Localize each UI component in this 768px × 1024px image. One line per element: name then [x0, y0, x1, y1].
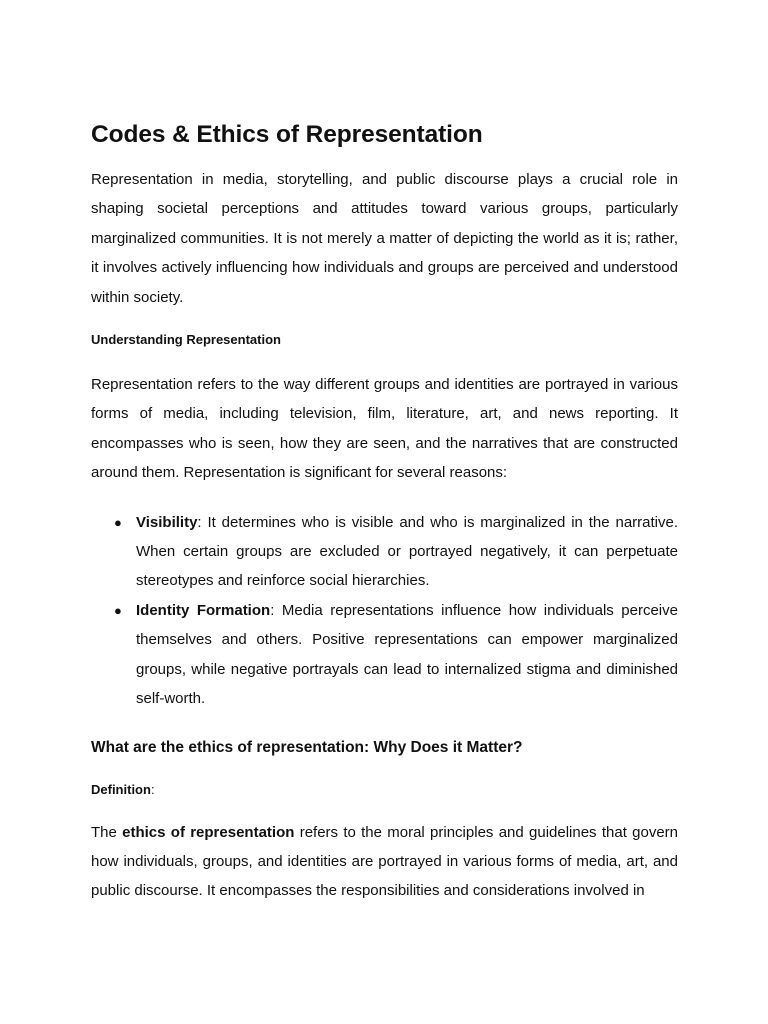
definition-label: Definition — [91, 781, 151, 797]
section-heading-understanding: Understanding Representation — [91, 332, 281, 348]
intro-paragraph: Representation in media, storytelling, and public discourse plays a crucial role in shaping societal perceptions and attitudes toward various groups, particularly marginalized communities. It is not merely a matter of depicting the world as it is; rather, it involves actively influencing how individuals and groups are perceived and understood within society. — [91, 171, 678, 306]
representation-paragraph: Representation refers to the way different groups and identities are portrayed in various forms of media, including television, film, literature, art, and news reporting. It encompasses who is seen, how they are seen, and the narratives that are constructed around them. Representation is significant for several reasons: — [91, 376, 678, 482]
page-title: Codes & Ethics of Representation — [91, 121, 483, 148]
list-item-visibility — [91, 508, 678, 596]
ethics-definition-paragraph — [91, 818, 678, 906]
reasons-list — [91, 508, 678, 714]
list-item-term: Identity Formation — [136, 601, 271, 619]
bullet-icon: ● — [114, 514, 122, 530]
section-heading-ethics: What are the ethics of representation: Why Does it Matter? — [91, 738, 523, 756]
list-item-text: : It determines who is visible and who is marginalized in the narrative. When certain groups are excluded or portrayed negatively, it can perpetuate stereotypes and reinforce social hierarchies. — [136, 513, 678, 590]
ethics-paragraph-start: The — [91, 823, 123, 841]
ethics-paragraph-rest: refers to the moral principles and guidelines that govern how individuals, groups, and identities are portrayed in various forms of media, art, and public discourse. It encompasses the responsibilities and considerations involved in — [91, 823, 679, 900]
list-item-text: : Media representations influence how individuals perceive themselves and others. Positive representations can empower marginalized groups, while negative portrayals can lead to internalized stigma and diminished self-worth. — [136, 601, 678, 708]
list-item-term: Visibility — [136, 513, 198, 531]
ethics-term: ethics of representation — [122, 823, 295, 841]
list-item-identity-formation — [91, 596, 678, 714]
bullet-icon: ● — [114, 602, 122, 618]
definition-heading — [91, 780, 678, 800]
definition-colon: : — [150, 781, 155, 797]
document-content — [91, 117, 678, 906]
